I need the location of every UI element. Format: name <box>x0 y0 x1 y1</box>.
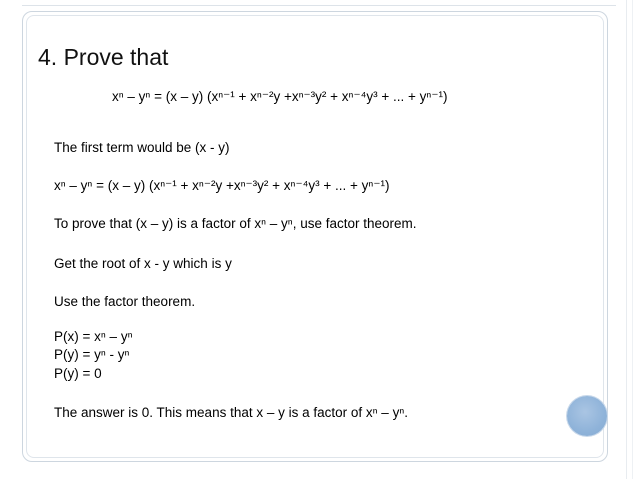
body-line-3: To prove that (x – y) is a factor of xⁿ – yⁿ, use factor theorem. <box>54 216 417 231</box>
body-line-1: The first term would be (x - y) <box>54 140 230 155</box>
main-equation-text: xⁿ – yⁿ = (x – y) (xⁿ⁻¹ + xⁿ⁻²y +xⁿ⁻³y² + xⁿ⁻⁴y³ + ... + yⁿ⁻¹) <box>112 89 448 104</box>
body-line-9: The answer is 0. This means that x – y is a factor of xⁿ – yⁿ. <box>54 405 408 420</box>
body-line-8: P(y) = 0 <box>54 366 102 381</box>
body-line-4: Get the root of x - y which is y <box>54 256 232 271</box>
main-equation <box>112 89 447 105</box>
right-divider <box>626 0 627 479</box>
decorative-circle <box>567 396 607 436</box>
body-line-5: Use the factor theorem. <box>54 294 196 309</box>
body-line-2: xⁿ – yⁿ = (x – y) (xⁿ⁻¹ + xⁿ⁻²y +xⁿ⁻³y² + xⁿ⁻⁴y³ + ... + yⁿ⁻¹) <box>54 178 390 193</box>
body-line-7: P(y) = yⁿ - yⁿ <box>54 347 130 362</box>
slide-frame-inner <box>26 15 604 458</box>
slide-title: 4. Prove that <box>38 44 169 70</box>
right-divider-secondary <box>632 0 633 479</box>
top-divider <box>22 5 616 6</box>
body-line-6: P(x) = xⁿ – yⁿ <box>54 329 133 344</box>
